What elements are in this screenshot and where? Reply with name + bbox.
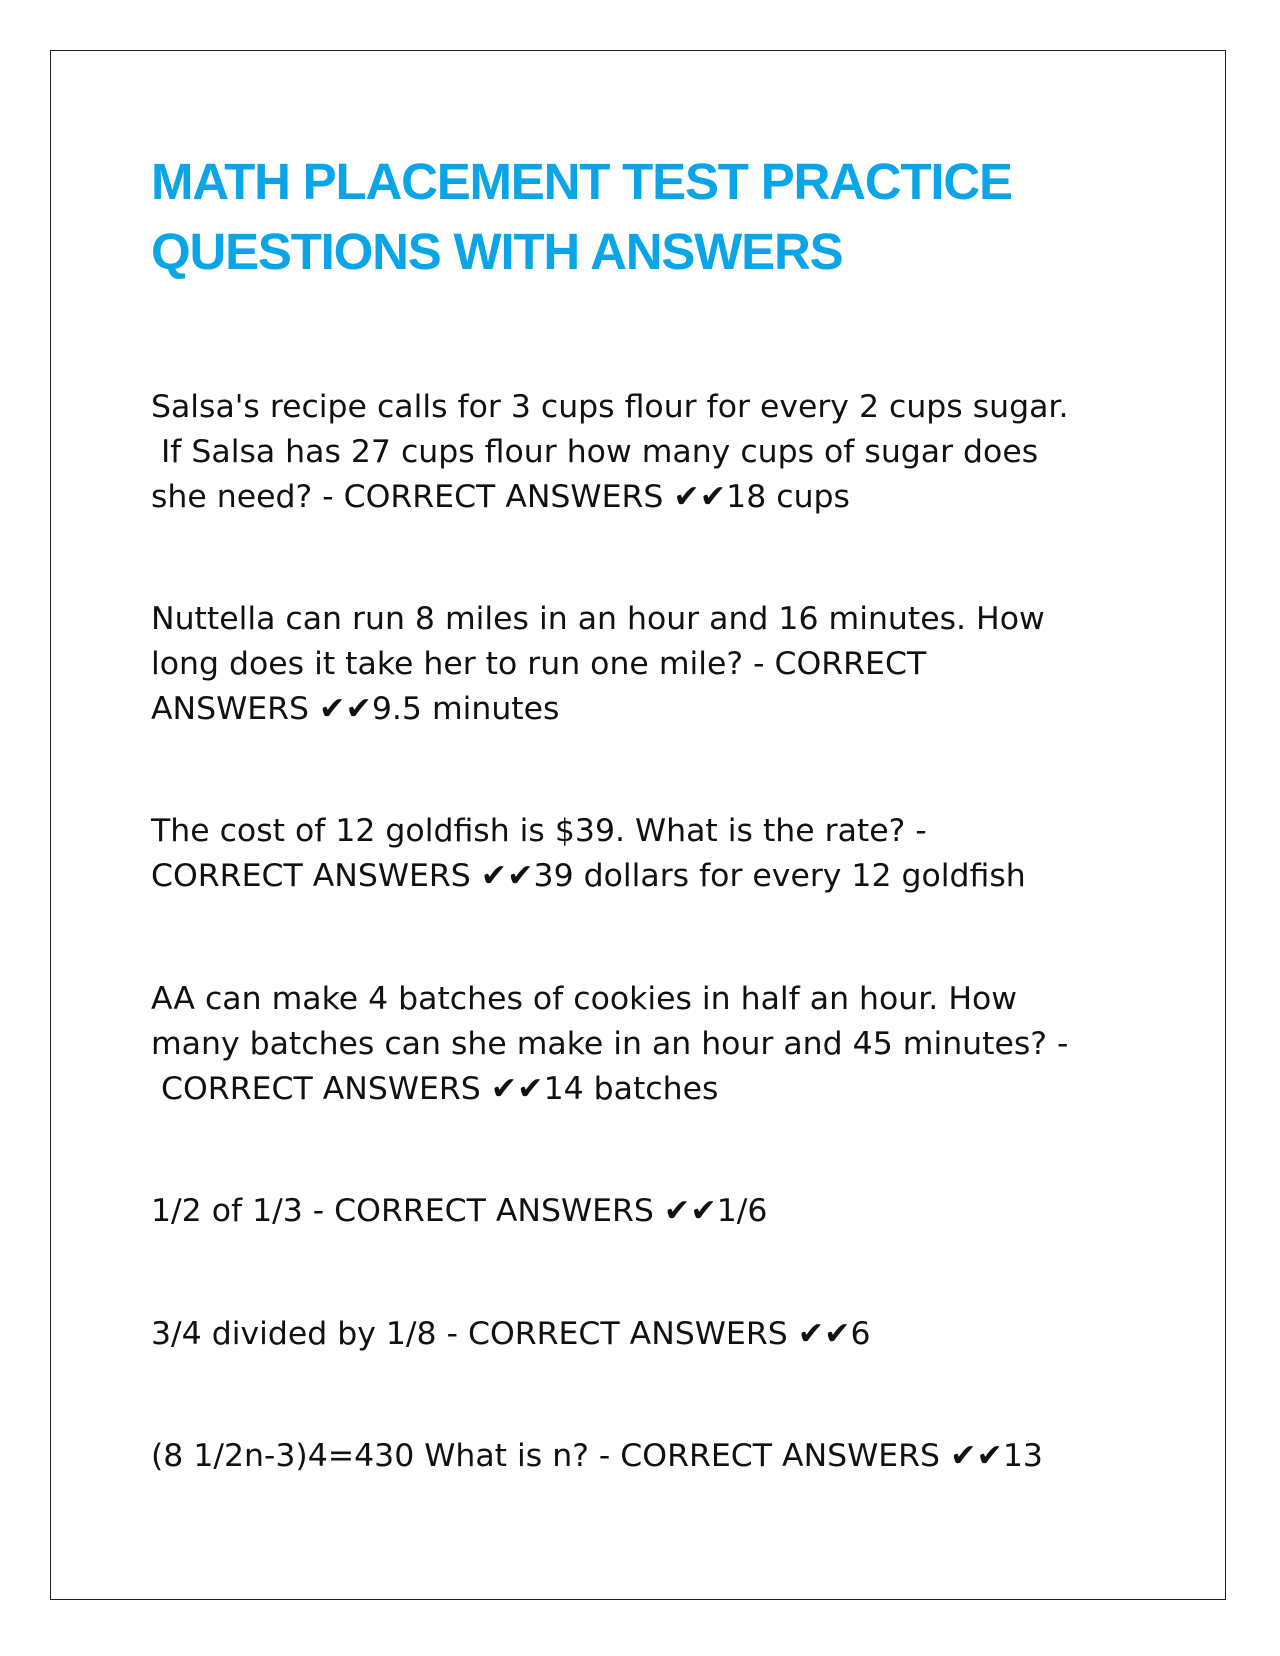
question-1-line-2: If Salsa has 27 cups flour how many cups of sugar does	[151, 434, 1039, 470]
question-4-line-3: CORRECT ANSWERS ✔✔14 batches	[151, 1071, 719, 1107]
question-6	[151, 1312, 1151, 1357]
question-3-line-1: The cost of 12 goldfish is $39. What is the rate? -	[151, 813, 927, 849]
question-4-line-1: AA can make 4 batches of cookies in half an hour. How	[151, 981, 1018, 1017]
question-1-line-1: Salsa's recipe calls for 3 cups flour for every 2 cups sugar.	[151, 389, 1069, 425]
question-1	[151, 385, 1151, 520]
title-line-2: QUESTIONS WITH ANSWERS	[151, 223, 843, 280]
question-7	[151, 1434, 1151, 1479]
question-5	[151, 1189, 1151, 1234]
question-3-line-2: CORRECT ANSWERS ✔✔39 dollars for every 12 goldfish	[151, 858, 1026, 894]
question-3	[151, 809, 1151, 899]
question-2-line-3: ANSWERS ✔✔9.5 minutes	[151, 691, 560, 727]
question-1-line-3: she need? - CORRECT ANSWERS ✔✔18 cups	[151, 479, 850, 515]
question-6-line-1: 3/4 divided by 1/8 - CORRECT ANSWERS ✔✔6	[151, 1316, 871, 1352]
document-title	[151, 147, 1111, 287]
question-2-line-1: Nuttella can run 8 miles in an hour and 16 minutes. How	[151, 601, 1045, 637]
question-7-line-1: (8 1/2n-3)4=430 What is n? - CORRECT ANSWERS ✔✔13	[151, 1438, 1043, 1474]
question-5-line-1: 1/2 of 1/3 - CORRECT ANSWERS ✔✔1/6	[151, 1193, 768, 1229]
question-2-line-2: long does it take her to run one mile? - CORRECT	[151, 646, 927, 682]
title-line-1: MATH PLACEMENT TEST PRACTICE	[151, 153, 1012, 210]
question-4-line-2: many batches can she make in an hour and 45 minutes? -	[151, 1026, 1069, 1062]
question-4	[151, 977, 1151, 1112]
question-2	[151, 597, 1151, 732]
